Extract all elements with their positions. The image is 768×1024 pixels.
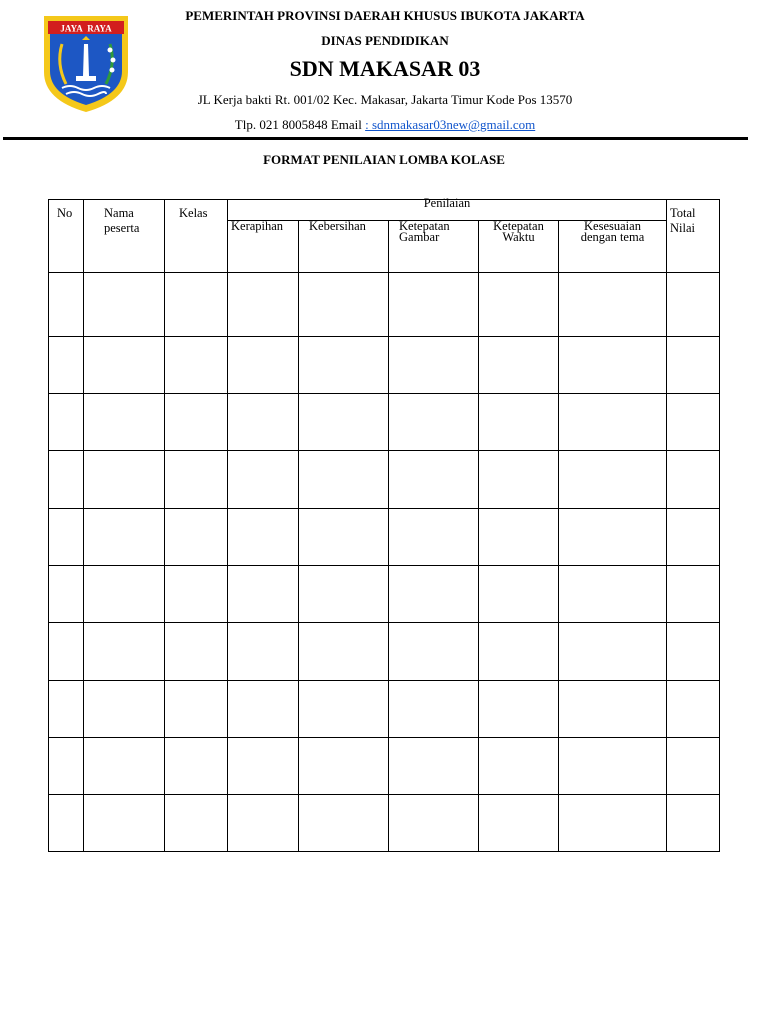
header-ketepatan-waktu-line2: Waktu: [502, 230, 535, 244]
header-total-line1: Total: [670, 206, 696, 220]
header-no: No: [57, 206, 73, 220]
header-kelas: Kelas: [179, 206, 208, 220]
department-heading: DINAS PENDIDIKAN: [321, 33, 449, 48]
header-kerapihan: Kerapihan: [231, 219, 284, 233]
header-nama-line2: peserta: [104, 221, 140, 235]
header-kesesuaian-line1: Kesesuaian: [584, 219, 641, 233]
school-name: SDN MAKASAR 03: [289, 56, 481, 81]
logo-motto: JAYA RAYA: [60, 23, 112, 34]
header-ketepatan-gambar-line1: Ketepatan: [399, 219, 450, 233]
header-total-line2: Nilai: [670, 221, 695, 235]
header-nama-line1: Nama: [104, 206, 134, 220]
header-penilaian: Penilaian: [423, 196, 471, 210]
header-ketepatan-waktu-line1: Ketepatan: [493, 219, 544, 233]
table-border: [49, 200, 720, 852]
header-kesesuaian-line2: dengan tema: [580, 230, 645, 244]
header-kebersihan: Kebersihan: [309, 219, 366, 233]
form-title: FORMAT PENILAIAN LOMBA KOLASE: [263, 152, 505, 167]
header-ketepatan-gambar-line2: Gambar: [399, 230, 440, 244]
province-heading: PEMERINTAH PROVINSI DAERAH KHUSUS IBUKOTA JAKARTA: [185, 8, 585, 23]
email-link[interactable]: : sdnmakasar03new@gmail.com: [365, 117, 536, 132]
phone-text: Tlp. 021 8005848 Email: [234, 117, 366, 132]
school-address: JL Kerja bakti Rt. 001/02 Kec. Makasar, Jakarta Timur Kode Pos 13570: [197, 92, 573, 107]
